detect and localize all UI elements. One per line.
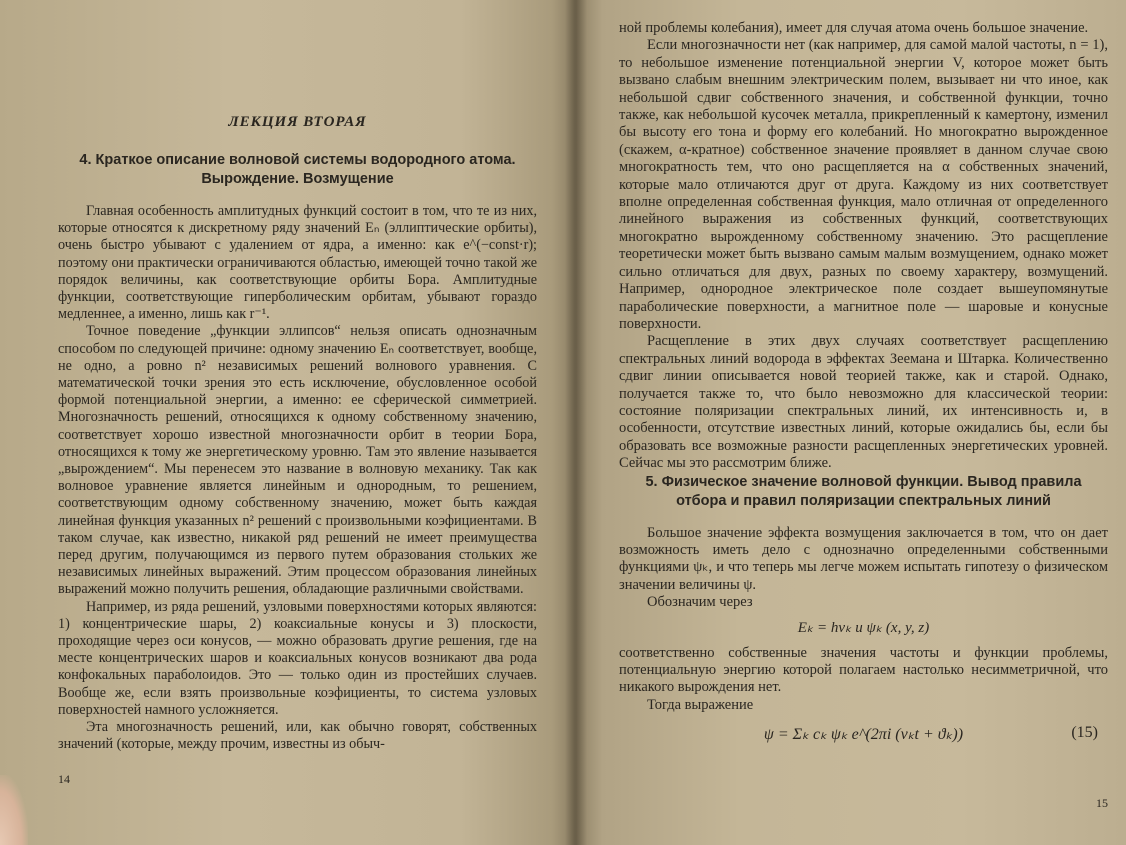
right-paragraph-section5: Большое значение эффекта возмущения заключается в том, что он дает возможность иметь дело с однозначно определенными собственными функциями ψₖ, и что теперь мы легче можем испытать гипотезу о физическом значении величины ψ.	[619, 524, 1108, 593]
left-paragraph-3: Например, из ряда решений, узловыми поверхностями которых являются: 1) концентрические шары, 2) коаксиальные конусы и 3) плоскости, проходящие через оси конусов, — можно образовать другие решения, где на месте концентрических шаров и коаксиальных конусов возникают два рода конфокальных параболоидов. Это — только один из простейших случаев. Вообще же, если взять произвольные коэфициенты, то система узловых поверхностей намного усложняется.	[58, 598, 537, 718]
denote-line: Обозначим через	[647, 594, 753, 611]
left-paragraph-2: Точное поведение „функции эллипсов“ нельзя описать однозначным способом по следующей причине: одному значению Eₙ соответствует, вообще, не одно, а ровно n² независимых решений волнового уравнения. С математической точки зрения это есть исключение, обусловленное особой формой потенциальной энергии, а именно: ее сферической симметрией. Многозначность решений, относящихся к одному собственному значению, соответствует хорошо известной многозначности орбит в теории Бора, относящихся к тому же энергетическому уровню. Там это явление называется „вырождением“. Мы перенесем это название в волновую механику. Так как волновое уравнение является линейным и однородным, то решением, соответствующим одному собственному значению, может быть каждая линейная функция указанных n² решений с произвольными коэфициентами. В таком случае, как известно, никакой ряд решений не имеет преимущества перед другим, получающимся из первого путем образования стольких же независимых линейных выражений. Этим процессом образования линейных выражений можно получить решения, обладающие различными свойствами.	[58, 323, 537, 598]
right-paragraph-2: Расщепление в этих двух случаях соответствует расщеплению спектральных линий водорода в эффектах Зеемана и Штарка. Количественно сдвиг линии описывается новой теорией также, как и старой. Однако, получается также то, что было невозможно для классической теории: состояние поляризации спектральных линий, их интенсивность и, в особенности, отсутствие известных линий, которые ожидались бы, если бы образовать все возможные разности расщепленных энергетических уровней. Сейчас мы это рассмотрим ближе.	[619, 333, 1108, 472]
section-5-heading: 5. Физическое значение волновой функции. Вывод правила отбора и правил поляризации спектральных линий	[645, 473, 1082, 509]
left-paragraph-4: Эта многозначность решений, или, как обычно говорят, собственных значений (которые, между прочим, известны из обыч-	[58, 719, 537, 753]
right-paragraph-1: Если многозначности нет (как например, для самой малой частоты, n = 1), то небольшое изменение потенциальной энергии V, которое может быть вызвано слабым внешним электрическим полем, вызывает ни что иное, как небольшой сдвиг собственного значения, и собственной функции, точно также, как небольшой кусочек металла, прикрепленный к камертону, изменил бы высоту его тона и форму его колебаний. Но многократно вырожденное (скажем, α-кратное) собственное значение проявляет в данном случае свою многократность тем, что оно расщепляется на α собственных значений, которые мало отличаются друг от друга. Каждому из них соответствует вполне определенная собственная функция, мало отличная от определенного линейного выражения из собственных функций, соответствующих многократно вырожденному собственному значению. Это расщепление теоретически может быть вызвано самым малым возмущением, однако может сильно отличаться для двух, разных по своему характеру, возмущений. Например, однородное электрическое поле создает вышеупомянутые параболические поверхности, а магнитное поле — шаровые и конусные поверхности.	[619, 37, 1108, 332]
right-paragraph-continuation: ной проблемы колебания), имеет для случая атома очень большое значение.	[619, 20, 1089, 36]
book-gutter-shadow	[565, 0, 587, 845]
formula-wave-sum	[619, 724, 1108, 744]
formula-wave-sum-expression: ψ = Σₖ cₖ ψₖ e^(2πi (νₖt + ϑₖ))	[763, 726, 964, 744]
section-4-heading: 4. Краткое описание волновой системы водородного атома. Вырождение. Возмущение	[79, 152, 516, 187]
formula-eigenvalues: Eₖ = hνₖ и ψₖ (x, y, z)	[797, 619, 930, 636]
page-number-left: 14	[58, 772, 70, 786]
left-paragraph-1: Главная особенность амплитудных функций состоит в том, что те из них, которые относятся к дискретному ряду значений Eₙ (эллиптические орбиты), очень быстро убывают с удалением от ядра, а именно: как e^(−const·r); поэтому они практически ограничиваются областью, имеющей точно такой же порядок величины, как соответствующие орбиты Бора. Амплитудные функции, соответствующие гиперболическим орбитам, убывают гораздо медленнее, а именно, лишь как r⁻¹.	[58, 203, 537, 323]
lecture-title: ЛЕКЦИЯ ВТОРАЯ	[228, 114, 367, 130]
right-paragraph-after-formula: соответственно собственные значения частоты и функции проблемы, потенциальную энергию которой полагаем настолько несимметричной, что никакого вырождения нет.	[619, 644, 1108, 696]
right-page	[575, 0, 1126, 845]
page-number-right: 15	[1096, 796, 1108, 810]
equation-number: (15)	[1071, 724, 1098, 742]
then-line: Тогда выражение	[647, 696, 754, 713]
thumb-holding-book	[0, 775, 28, 845]
